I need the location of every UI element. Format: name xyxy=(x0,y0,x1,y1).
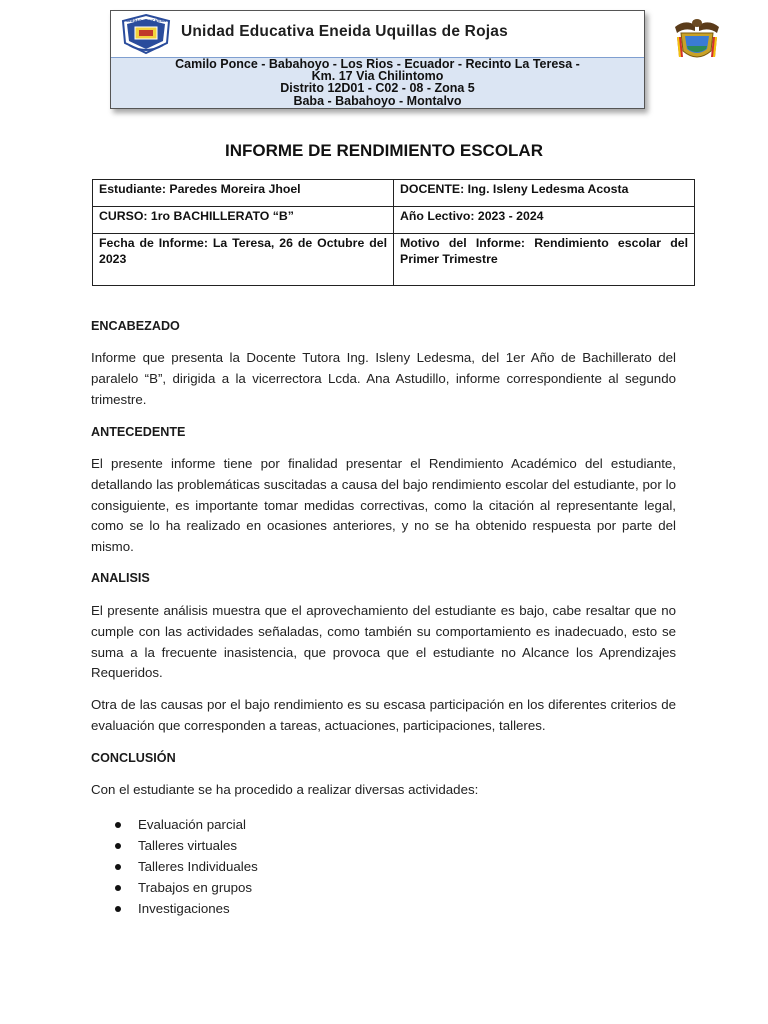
list-item xyxy=(93,835,258,856)
activity-label: Talleres Individuales xyxy=(138,859,258,874)
list-item xyxy=(93,898,258,919)
bullet-icon xyxy=(115,864,121,870)
activity-label: Trabajos en grupos xyxy=(138,880,253,895)
analisis-heading: ANALISIS xyxy=(91,571,150,585)
header-title-band xyxy=(111,11,644,58)
school-year-cell: Año Lectivo: 2023 - 2024 xyxy=(394,207,695,234)
bullet-icon xyxy=(115,885,121,891)
activity-label: Investigaciones xyxy=(138,901,230,916)
report-date-cell: Fecha de Informe: La Teresa, 26 de Octubre del 2023 xyxy=(93,234,394,286)
activity-label: Talleres virtuales xyxy=(138,838,238,853)
school-header xyxy=(110,10,645,109)
bullet-icon xyxy=(115,822,121,828)
analisis-paragraph-1: El presente análisis muestra que el aprovechamiento del estudiante es bajo, cabe resaltar que no cumple con las actividades señaladas, como también su comportamiento es inadecuado, esto se suma a la frecuente inasistencia, que provoca que el estudiante no Alcance los Aprendizajes Requeridos. xyxy=(91,603,676,681)
coat-of-arms-icon xyxy=(671,15,723,65)
header-address-band xyxy=(111,58,644,108)
list-item xyxy=(93,856,258,877)
school-name: Unidad Educativa Eneida Uquillas de Rojas xyxy=(181,23,508,40)
encabezado-heading: ENCABEZADO xyxy=(91,319,180,333)
activity-label: Evaluación parcial xyxy=(138,817,246,832)
school-logo-icon xyxy=(119,13,173,55)
analisis-paragraph-2: Otra de las causas por el bajo rendimiento es su escasa participación en los diferentes criterios de evaluación que corresponden a tareas, actuaciones, participaciones, talleres. xyxy=(91,697,676,733)
list-item xyxy=(93,877,258,898)
logo-text: UNIDAD EDUCATIVA xyxy=(126,19,166,23)
bullet-icon xyxy=(115,906,121,912)
encabezado-paragraph: Informe que presenta la Docente Tutora Ing. Isleny Ledesma, del 1er Año de Bachillerato del paralelo “B”, dirigida a la vicerrectora Lcda. Ana Astudillo, informe correspondiente al segundo trimestre. xyxy=(91,350,676,407)
conclusion-paragraph: Con el estudiante se ha procedido a realizar diversas actividades: xyxy=(91,782,479,797)
report-reason-cell: Motivo del Informe: Rendimiento escolar del Primer Trimestre xyxy=(394,234,695,286)
conclusion-heading: CONCLUSIÓN xyxy=(91,751,176,765)
list-item xyxy=(93,814,258,835)
address-line-2: Km. 17 Via Chilintomo xyxy=(311,69,444,83)
teacher-cell: DOCENTE: Ing. Isleny Ledesma Acosta xyxy=(394,180,695,207)
report-title: INFORME DE RENDIMIENTO ESCOLAR xyxy=(225,141,543,160)
address-line-3: Distrito 12D01 - C02 - 08 - Zona 5 xyxy=(280,81,475,95)
student-info-table xyxy=(92,179,695,286)
course-cell: CURSO: 1ro BACHILLERATO “B” xyxy=(93,207,394,234)
antecedente-paragraph: El presente informe tiene por finalidad presentar el Rendimiento Académico del estudiante, detallando las problemáticas suscitadas a causa del bajo rendimiento escolar del estudiante, por lo consiguiente, es importante tomar medidas correctivas, como la citación al representante legal, como se lo ha realizado en ocasiones anteriores, y no se ha obtenido respuesta por parte del mismo. xyxy=(91,456,676,555)
activities-list xyxy=(93,814,258,919)
bullet-icon xyxy=(115,843,121,849)
address-line-4: Baba - Babahoyo - Montalvo xyxy=(293,94,462,108)
antecedente-heading: ANTECEDENTE xyxy=(91,425,186,439)
student-cell: Estudiante: Paredes Moreira Jhoel xyxy=(93,180,394,207)
address-line-1: Camilo Ponce - Babahoyo - Los Rios - Ecuador - Recinto La Teresa - xyxy=(175,57,580,71)
